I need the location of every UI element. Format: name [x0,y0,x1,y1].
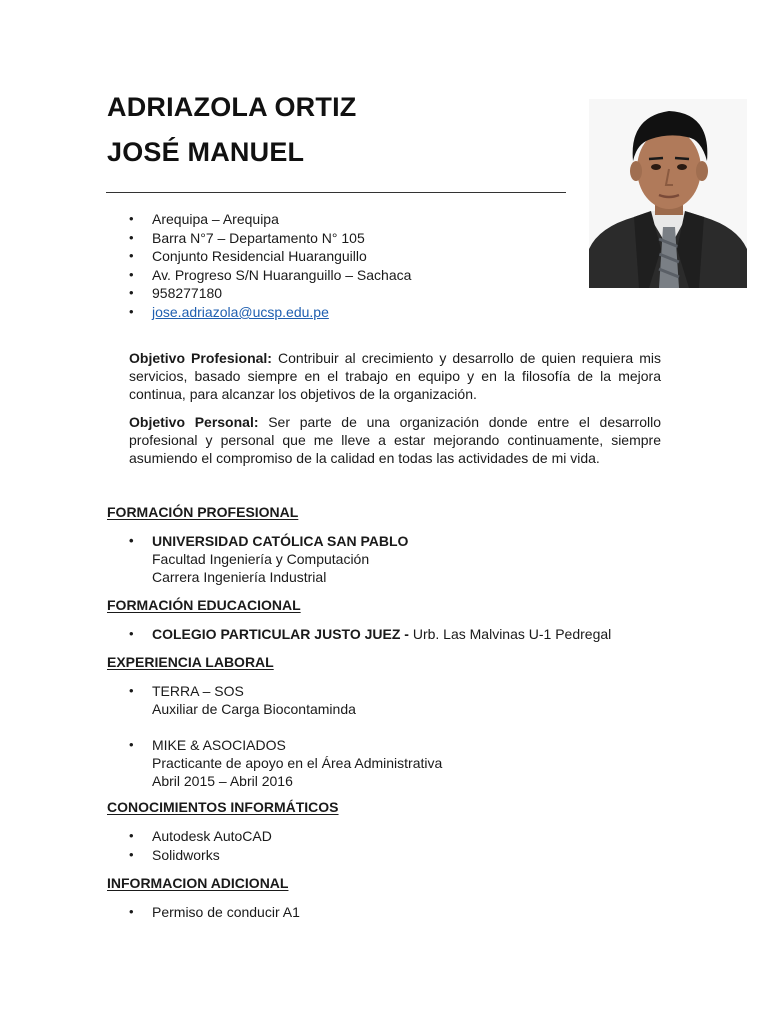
header-divider [106,192,566,193]
section-heading-school-education: FORMACIÓN EDUCACIONAL [107,597,301,613]
personal-objective [129,413,661,467]
university-entry [107,532,408,586]
professional-objective-label: Objetivo Profesional: [129,350,272,366]
skill-item: • Autodesk AutoCAD [107,827,272,846]
section-heading-experience: EXPERIENCIA LABORAL [107,654,274,670]
contact-email-item [107,303,411,322]
contact-address-1: • Barra N°7 – Departamento N° 105 [107,229,411,248]
job-role: Practicante de apoyo en el Área Administrativa [152,755,443,771]
additional-info-item: • Permiso de conducir A1 [107,903,300,922]
school-entry [107,625,611,643]
computer-skills-list [107,827,272,864]
contact-city: • Arequipa – Arequipa [107,210,411,229]
job-company: • TERRA – SOS [107,682,356,700]
job-entry [107,682,356,718]
university-faculty: Facultad Ingeniería y Computación [152,551,370,567]
school-line [107,625,611,643]
professional-objective-text: Contribuir al crecimiento y desarrollo de quien requiera mis servicios, basado siempre en el trabajo en equipo y en la filosofía de la mejora continua, para alcanzar los objetivos de la organización. [129,350,661,402]
job-company: • MIKE & ASOCIADOS [107,736,442,754]
section-heading-computer-skills: CONOCIMIENTOS INFORMÁTICOS [107,799,339,815]
section-heading-additional-info: INFORMACION ADICIONAL [107,875,289,891]
contact-address-2: • Conjunto Residencial Huaranguillo [107,247,411,266]
email-link[interactable]: jose.adriazola@ucsp.edu.pe [152,303,329,320]
surname-heading: ADRIAZOLA ORTIZ [107,92,357,122]
personal-objective-text: Ser parte de una organización donde entre el desarrollo profesional y personal que me lleve a estar mejorando continuamente, siempre asumiendo el compromiso de la calidad en todas las actividades de mi vida. [129,414,662,466]
university-name: • UNIVERSIDAD CATÓLICA SAN PABLO [107,532,408,550]
personal-objective-label: Objetivo Personal: [129,414,259,430]
contact-phone: • 958277180 [107,284,411,303]
job-entry [107,736,442,790]
given-name-heading: JOSÉ MANUEL [107,137,305,167]
contact-list [107,210,411,322]
professional-objective [129,349,661,403]
portrait-photo-icon [589,99,747,288]
profile-photo [589,99,747,288]
school-name: COLEGIO PARTICULAR JUSTO JUEZ - [152,626,409,642]
job-period: Abril 2015 – Abril 2016 [152,773,293,789]
school-address: Urb. Las Malvinas U-1 Pedregal [408,626,612,642]
job-role: Auxiliar de Carga Biocontaminda [152,701,356,717]
section-heading-professional-education: FORMACIÓN PROFESIONAL [107,504,299,520]
contact-address-3: • Av. Progreso S/N Huaranguillo – Sachaca [107,266,411,285]
additional-info-list [107,903,300,922]
skill-item: • Solidworks [107,846,272,865]
university-career: Carrera Ingeniería Industrial [152,569,327,585]
